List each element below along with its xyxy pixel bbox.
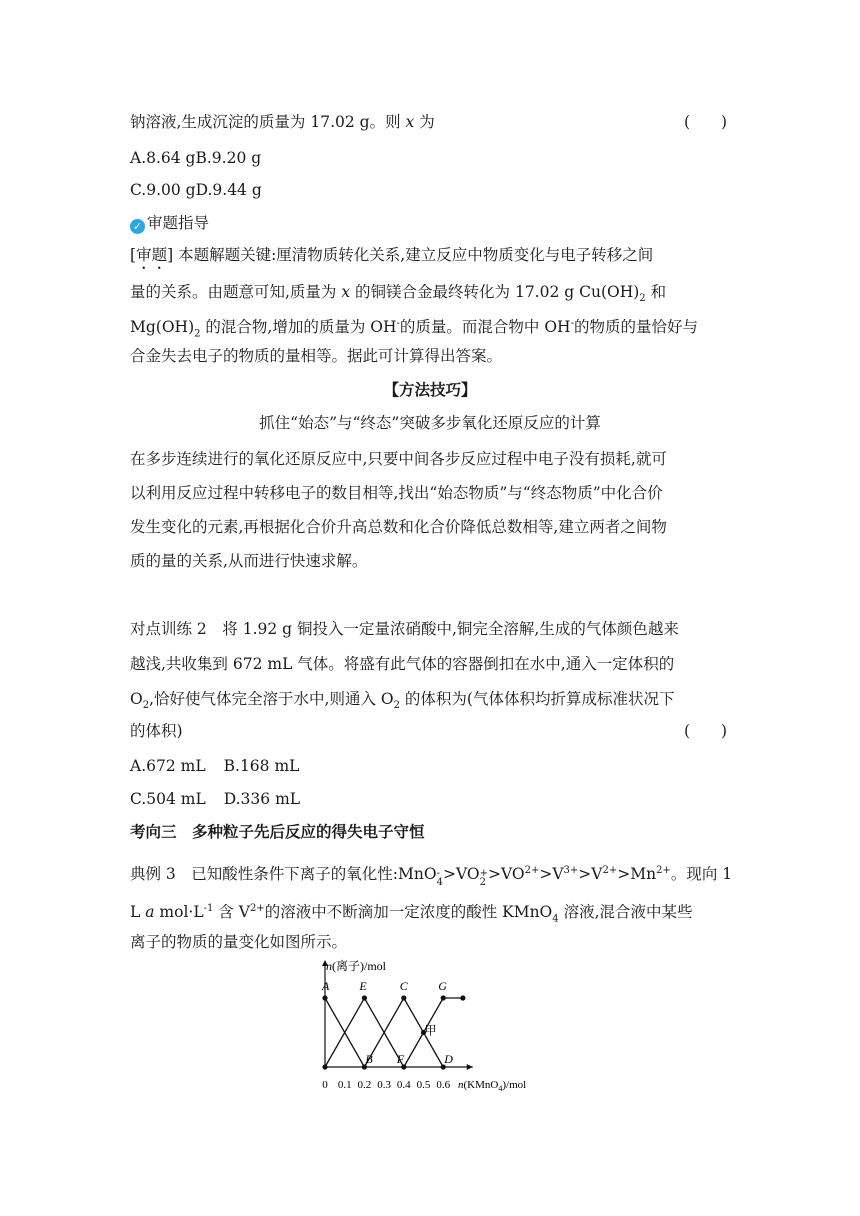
training2-line-4: 的体积) (130, 722, 183, 740)
section3-heading: 考向三 多种粒子先后反应的得失电子守恒 (130, 822, 425, 841)
data-point (322, 1064, 327, 1069)
guide-line-4: 合金失去电子的物质的量相等。据此可计算得出答案。 (130, 347, 503, 365)
answer-paren-2: ( ) (684, 722, 728, 740)
chart-marks (321, 979, 466, 1070)
guide-line-2: 量的关系。由题意可知,质量为 x 的铜镁合金最终转化为 17.02 g $Cu(OH)_2$ 和 (130, 283, 667, 305)
example3-line-3: 离子的物质的量变化如图所示。 (130, 933, 348, 951)
x-tick-label: 0.5 (416, 1079, 431, 1091)
y-axis-label: n(离子)/mol (326, 959, 386, 973)
training2-line-1: 对点训练 2 将 1.92 g 铜投入一定量浓硝酸中,铜完全溶解,生成的气体颜色越来 (130, 620, 679, 638)
method-line-4: 质的量的关系,从而进行快速求解。 (130, 552, 368, 570)
method-subtitle: 抓住“始态”与“终态”突破多步氧化还原反应的计算 (259, 414, 601, 432)
x-tick-label: 0.3 (377, 1079, 391, 1091)
x-tick-label: 0.4 (396, 1079, 411, 1091)
training2-line-3: $O_2$,恰好使气体完全溶于水中,则通入 $O_2$ 的体积为(气体体积均折算成标准状况下 (130, 690, 675, 712)
ion-amount-chart (310, 955, 570, 1100)
check-circle-icon: ✓ (130, 219, 145, 234)
x-axis-arrow (467, 1064, 473, 1070)
data-point (362, 995, 367, 1000)
guide-line-3: $Mg(OH)_2$ 的混合物,增加的质量为 OH-的质量。而混合物中 OH-的物质的量恰好与 (130, 318, 698, 340)
method-line-2: 以利用反应过程中转移电子的数目相等,找出“始态物质”与“终态物质”中化合价 (130, 484, 663, 502)
x-tick-label: 0.6 (436, 1079, 451, 1091)
x-tick-label: 0.2 (357, 1079, 372, 1091)
training2-line-2: 越浅,共收集到 672 mL 气体。将盛有此气体的容器倒扣在水中,通入一定体积的 (130, 655, 675, 673)
example3-line-2: L a $mol\cdot L^{-1}$ 含 $V^{2+}$的溶液中不断滴加一定浓度的酸性 KMnO$_4$ 溶液,混合液中某些 (130, 903, 693, 925)
options-cd: C.9.00 gD.9.44 g (130, 181, 262, 199)
options-ab: A.8.64 gB.9.20 g (130, 149, 262, 167)
answer-paren: ( ) (684, 113, 728, 131)
data-point (460, 995, 465, 1000)
method-line-1: 在多步连续进行的氧化还原反应中,只要中间各步反应过程中电子没有损耗,就可 (130, 450, 667, 468)
point-label-jia: 甲 (424, 1023, 437, 1038)
guide-line-1: [审题] 本题解题关键:厘清物质转化关系,建立反应中物质变化与电子转移之间 (130, 246, 654, 264)
series-line-2 (325, 998, 404, 1067)
point-label-b: B (365, 1052, 373, 1066)
example2-line-1: 钠溶液,生成沉淀的质量为 17.02 g。则 x 为 (130, 113, 435, 131)
chart-axes (322, 960, 473, 1091)
data-point (401, 995, 406, 1000)
x-tick-label: 0.1 (337, 1079, 352, 1091)
training2-options-cd: C.504 mL D.336 mL (130, 790, 301, 808)
method-heading: 【方法技巧】 (383, 380, 477, 399)
data-point (322, 995, 327, 1000)
point-label-a: A (322, 979, 330, 993)
guide-heading: ✓ 审题指导 (130, 212, 209, 234)
point-label-c: C (399, 979, 408, 993)
point-label-g: G (438, 979, 447, 993)
data-point (441, 995, 446, 1000)
x-axis-label: n(KMnO$_4$)/mol (458, 1079, 527, 1093)
training2-options-ab: A.672 mL B.168 mL (130, 757, 300, 775)
point-label-d: D (444, 1052, 453, 1066)
point-label-f: F (396, 1052, 405, 1066)
x-tick-label: 0 (322, 1079, 328, 1091)
example3-line-1: 典例 3 已知酸性条件下离子的氧化性:MnO - 4 >VO + 2 $>VO^{2+}>V^{3+}>V^{2+}>Mn^{2+}$。现向 1 (130, 865, 733, 889)
method-line-3: 发生变化的元素,再根据化合价升高总数和化合价降低总数相等,建立两者之间物 (130, 518, 667, 536)
point-label-e: E (359, 979, 367, 993)
